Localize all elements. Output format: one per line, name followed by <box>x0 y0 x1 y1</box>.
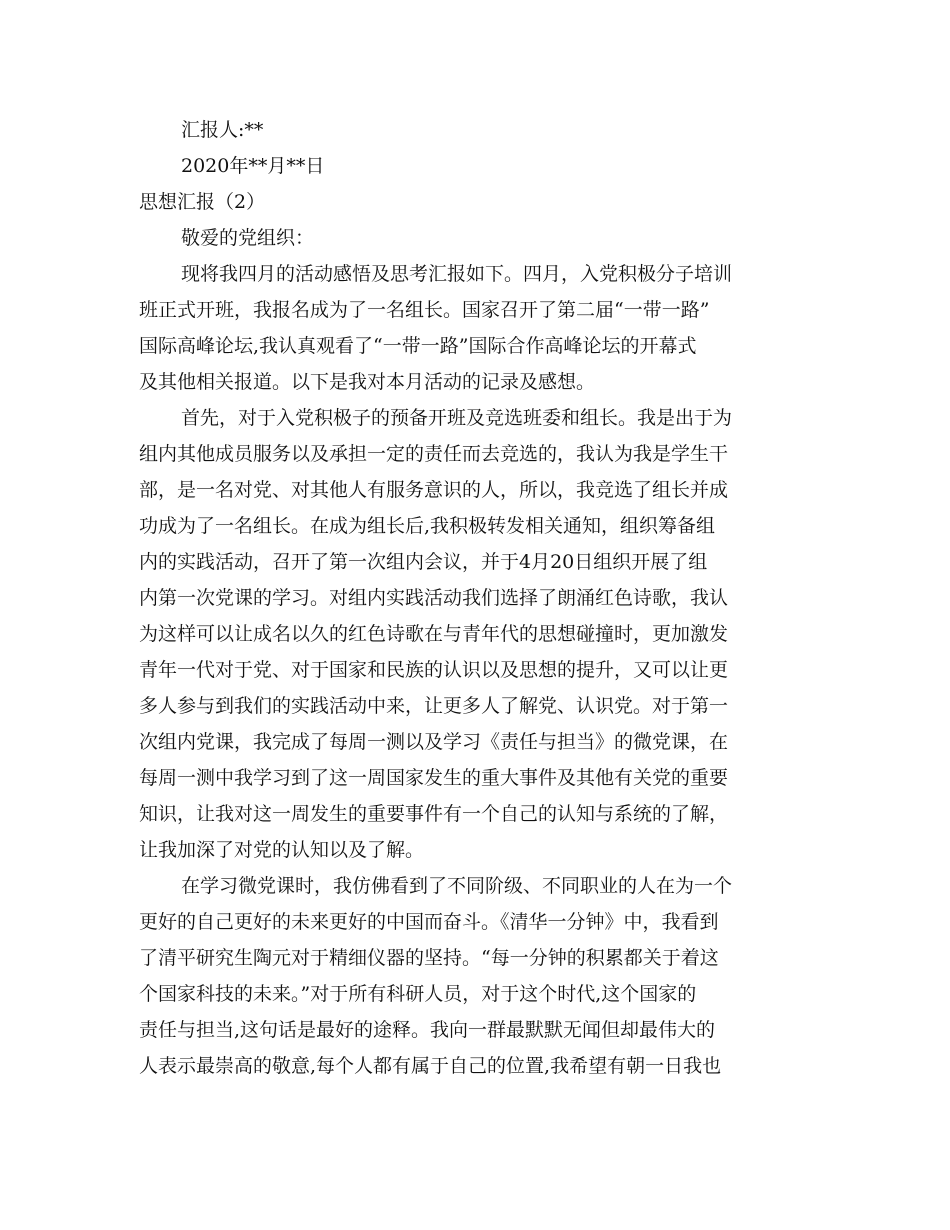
paragraph-2-line: 每周一测中我学习到了这一周国家发生的重大事件及其他有关党的重要 <box>139 767 729 789</box>
paragraph-3-line: 了清平研究生陶元对于精细仪器的坚持。“每一分钟的积累都关于着这 <box>139 947 719 969</box>
paragraph-2-line: 青年一代对于党、对于国家和民族的认识以及思想的提升，又可以让更 <box>139 659 729 681</box>
paragraph-2-line: 内的实践活动，召开了第一次组内会议，并于4月20日组织开展了组 <box>139 551 708 573</box>
paragraph-2-line: 让我加深了对党的认知以及了解。 <box>139 839 425 861</box>
paragraph-3-line: 人表示最崇高的敬意,每个人都有属于自己的位置,我希望有朝一日我也 <box>139 1055 722 1077</box>
paragraph-3-line: 责任与担当,这句话是最好的途释。我向一群最默默无闻但却最伟大的 <box>139 1019 716 1041</box>
paragraph-1-line: 现将我四月的活动感悟及思考汇报如下。四月，入党积极分子培训 <box>181 263 733 285</box>
paragraph-2-line: 知识，让我对这一周发生的重要事件有一个自己的认知与系统的了解， <box>139 803 729 825</box>
paragraph-2-line: 部，是一名对党、对其他人有服务意识的人，所以，我竞选了组长并成 <box>139 479 729 501</box>
paragraph-1-line: 及其他相关报道。以下是我对本月活动的记录及感想。 <box>139 371 596 393</box>
paragraph-1-line: 班正式开班，我报名成为了一名组长。国家召开了第二届“一带一路” <box>139 299 710 321</box>
paragraph-3-line: 更好的自己更好的未来更好的中国而奋斗。《清华一分钟》中，我看到 <box>139 911 719 933</box>
paragraph-2-line: 次组内党课，我完成了每周一测以及学习《责任与担当》的微党课，在 <box>139 731 729 753</box>
paragraph-2-line: 多人参与到我们的实践活动中来，让更多人了解党、认识党。对于第一 <box>139 695 729 717</box>
paragraph-1-line: 国际高峰论坛,我认真观看了“一带一路”国际合作高峰论坛的开幕式 <box>139 335 697 357</box>
paragraph-2-line: 组内其他成员服务以及承担一定的责任而去竞选的，我认为我是学生干 <box>139 443 729 465</box>
date-line: 2020年**月**日 <box>181 155 325 177</box>
paragraph-2-line: 首先，对于入党积极子的预备开班及竞选班委和组长。我是出于为 <box>181 407 733 429</box>
section-title: 思想汇报（2） <box>139 191 266 213</box>
paragraph-2-line: 为这样可以让成名以久的红色诗歌在与青年代的思想碰撞时，更加激发 <box>139 623 729 645</box>
salutation: 敬爱的党组织： <box>181 227 315 249</box>
paragraph-2-line: 功成为了一名组长。在成为组长后,我积极转发相关通知，组织筹备组 <box>139 515 716 537</box>
reporter-line: 汇报人:** <box>181 119 264 141</box>
paragraph-3-line: 个国家科技的未来。”对于所有科研人员，对于这个时代,这个国家的 <box>139 983 697 1005</box>
paragraph-3-line: 在学习微党课时，我仿佛看到了不同阶级、不同职业的人在为一个 <box>181 875 733 897</box>
paragraph-2-line: 内第一次党课的学习。对组内实践活动我们选择了朗涌红色诗歌，我认 <box>139 587 729 609</box>
